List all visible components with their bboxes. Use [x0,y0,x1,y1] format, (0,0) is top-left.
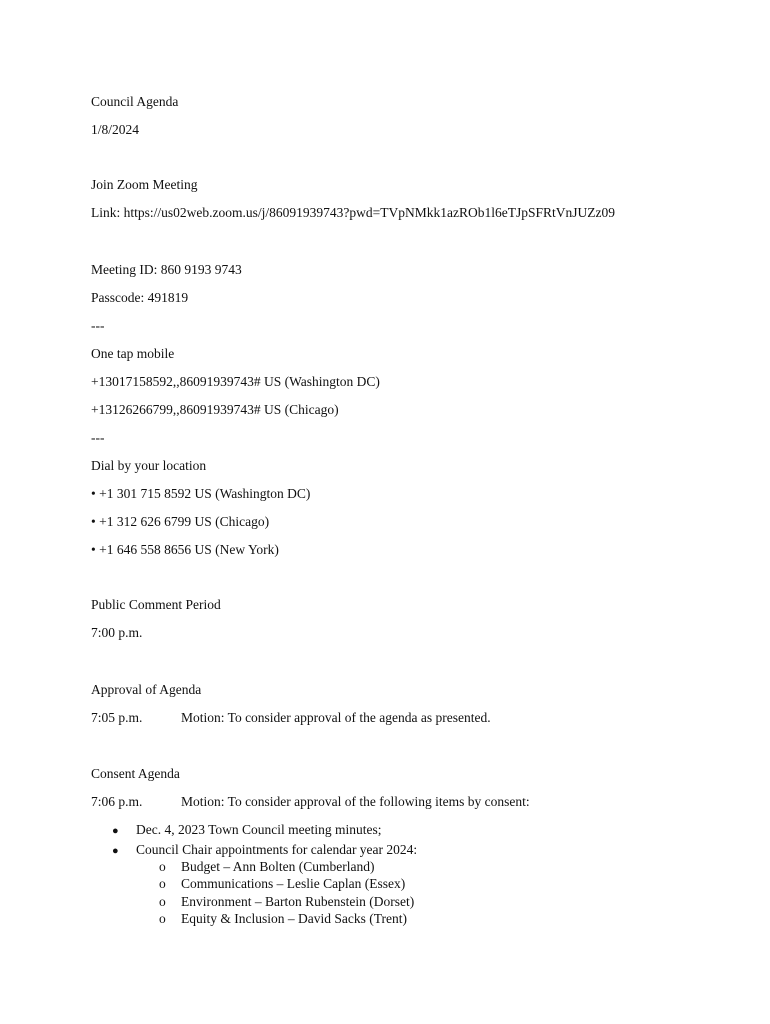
one-tap-number: +13017158592,,86091939743# US (Washington DC) [91,374,380,389]
appointment-text: Communications – Leslie Caplan (Essex) [181,876,406,891]
one-tap-heading: One tap mobile [91,346,175,361]
sub-list-item [159,859,374,875]
sub-list-item [159,894,414,910]
list-item [112,822,382,839]
approval-time: 7:05 p.m. [91,710,143,725]
consent-time: 7:06 p.m. [91,794,143,809]
circle-bullet-icon: o [159,894,166,909]
dial-number: • +1 312 626 6799 US (Chicago) [91,514,270,529]
one-tap-number: +13126266799,,86091939743# US (Chicago) [91,402,339,417]
bullet-icon: ● [112,845,119,857]
public-comment-time: 7:00 p.m. [91,625,143,640]
approval-row [91,710,491,726]
agenda-date: 1/8/2024 [91,122,140,137]
appointment-text: Environment – Barton Rubenstein (Dorset) [181,894,415,909]
appointment-text: Budget – Ann Bolten (Cumberland) [181,859,375,874]
bullet-icon: ● [112,825,119,837]
zoom-heading: Join Zoom Meeting [91,177,198,192]
consent-heading: Consent Agenda [91,766,180,781]
dial-number: • +1 646 558 8656 US (New York) [91,542,279,557]
sub-list-item [159,876,405,892]
appointment-text: Equity & Inclusion – David Sacks (Trent) [181,911,407,926]
dial-heading: Dial by your location [91,458,207,473]
document-title: Council Agenda [91,94,179,109]
meeting-id: Meeting ID: 860 9193 9743 [91,262,242,277]
consent-row [91,794,530,810]
approval-motion: Motion: To consider approval of the agenda as presented. [181,710,491,725]
circle-bullet-icon: o [159,876,166,891]
list-item-text: Dec. 4, 2023 Town Council meeting minutes; [136,822,382,837]
separator: --- [91,430,105,445]
list-item-text: Council Chair appointments for calendar year 2024: [136,842,418,857]
consent-motion: Motion: To consider approval of the following items by consent: [181,794,530,809]
dial-number: • +1 301 715 8592 US (Washington DC) [91,486,311,501]
circle-bullet-icon: o [159,911,166,926]
list-item [112,842,417,859]
approval-heading: Approval of Agenda [91,682,202,697]
separator: --- [91,318,105,333]
sub-list-item [159,911,407,927]
public-comment-heading: Public Comment Period [91,597,221,612]
passcode: Passcode: 491819 [91,290,189,305]
circle-bullet-icon: o [159,859,166,874]
zoom-link[interactable]: Link: https://us02web.zoom.us/j/86091939743?pwd=TVpNMkk1azROb1l6eTJpSFRtVnJUZz09 [91,205,615,220]
